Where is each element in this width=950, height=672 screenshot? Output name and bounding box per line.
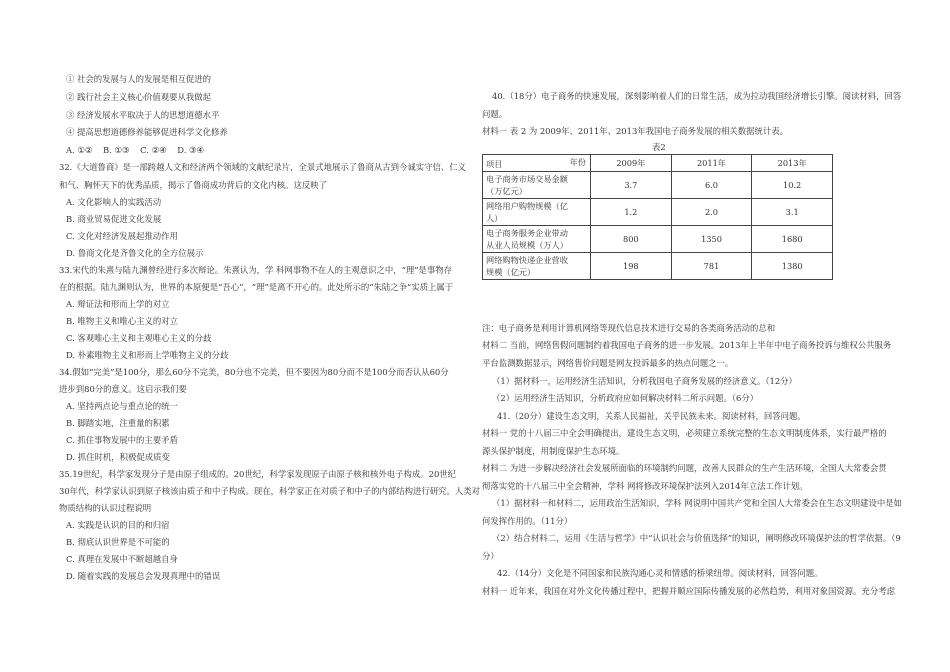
q35-option-c: C. 真理在发展中不断超越自身 xyxy=(66,554,178,564)
table-corner-cell xyxy=(483,155,591,172)
table-header-row xyxy=(483,155,833,172)
q32-stem-2: 和气、胸怀天下的优秀品质，揭示了鲁商成功背后的文化内核。这反映了 xyxy=(59,180,327,190)
q35-option-b: B. 彻底认识世界是不可能的 xyxy=(66,537,170,547)
row-label: 电子商务市场交易金额 （万亿元） xyxy=(483,172,591,199)
cell-value: 198 xyxy=(591,253,672,280)
q41-sub-2-line-1: （2）结合材料二，运用《生活与哲学》中“认识社会与价值选择”的知识，阐明修改环境保护法的哲学依据。（9 xyxy=(492,533,901,543)
table-row xyxy=(483,253,833,280)
cell-value: 1680 xyxy=(752,226,833,253)
q35-stem-1: 35.19世纪，科学家发现分子是由原子组成的。20世纪，科学家发现原子由原子核和核外电子构成。20世纪 xyxy=(59,469,457,479)
q41-sub-2-line-2: 分） xyxy=(482,551,499,561)
q34-option-d: D. 抓住时机，积极促成质变 xyxy=(66,452,170,462)
q34-option-b: B. 脚踏实地，注重量的积累 xyxy=(66,418,170,428)
option-line-2: ② 践行社会主义核心价值观要从我做起 xyxy=(66,92,212,102)
ecommerce-stats-table xyxy=(482,154,833,280)
q32-stem-1: 32.《大道鲁商》是一部跨越人文和经济两个领域的文献纪录片，全景式地展示了鲁商从古到今诚实守信、仁义 xyxy=(59,162,466,172)
q33-stem-1: 33.宋代的朱熹与陆九渊曾经进行多次辩论。朱熹认为，学 科网事物不在人的主观意识之中，“理”是事物存 xyxy=(59,265,453,275)
cell-value: 2.0 xyxy=(671,199,752,226)
q32-option-d: D. 鲁商文化是齐鲁文化的全方位展示 xyxy=(66,248,204,258)
q33-option-a: A. 辩证法和形而上学的对立 xyxy=(66,299,170,309)
q40-sub-1: （1）据材料一，运用经济生活知识，分析我国电子商务发展的经济意义。（12分） xyxy=(492,376,797,386)
material-2-line-2: 平台监测数据显示，网络售价问题是网友投诉最多的热点问题之一。 xyxy=(482,358,734,368)
row-label: 网络用户购物规模（亿 人） xyxy=(483,199,591,226)
option-line-4: ④ 提高思想道德修养能够促进科学文化修养 xyxy=(66,127,228,137)
table-caption: 表2 xyxy=(652,142,666,152)
cell-value: 781 xyxy=(671,253,752,280)
cell-value: 3.7 xyxy=(591,172,672,199)
q33-stem-2: 在的根据。陆九渊则认为，世界的本原便是“吾心”，“理”是离不开心的。此处所示的“朱陆之争”实质上属于 xyxy=(59,282,454,292)
q35-option-a: A. 实践是认识的目的和归宿 xyxy=(66,520,170,530)
q35-option-d: D. 随着实践的发展总会发现真理中的错误 xyxy=(66,571,221,581)
q41-stem: 41.（20分）建设生态文明，关系人民福祉，关乎民族未来。阅读材料，回答问题。 xyxy=(497,411,806,421)
q34-stem-1: 34.假如“完美”是100分，那么60分不完美，80分也不完美，但不要因为80分而不是100分而否认从60分 xyxy=(59,367,449,377)
q32-option-a: A. 文化影响人的实践活动 xyxy=(66,197,162,207)
q42-material-1: 材料一 近年来，我国在对外文化传播过程中，把握并顺应国际传播发展的必然趋势，利用对象国资源。充分考虑 xyxy=(482,586,896,596)
row-label: 网络购物快递企业营收 规模（亿元） xyxy=(483,253,591,280)
q35-stem-2: 30年代，科学家认识到原子核该由质子和中子构成。现在，科学家正在对质子和中子的内部结构进行研究。人类对 xyxy=(59,486,481,496)
header-year-2011: 2011年 xyxy=(671,155,752,172)
q41-material-1-line-2: 源头保护制度，用制度保护生态环境。 xyxy=(482,446,625,456)
table-row xyxy=(483,226,833,253)
q34-option-a: A. 坚持两点论与重点论的统一 xyxy=(66,401,178,411)
q35-stem-3: 物质结构的认识过程说明 xyxy=(59,503,152,513)
table-row xyxy=(483,199,833,226)
q40-stem-2: 问题。 xyxy=(482,109,508,119)
q32-option-c: C. 文化对经济发展起推动作用 xyxy=(66,231,178,241)
option-line-3: ③ 经济发展水平取决于人的思想道德水平 xyxy=(66,110,220,120)
q33-option-c: C. 客观唯心主义和主观唯心主义的分歧 xyxy=(66,333,212,343)
header-year-label: 年份 xyxy=(569,157,586,167)
q40-stem-1: 40.（18分）电子商务的快速发展，深刻影响着人们的日常生活，成为拉动我国经济增长引擎。阅读材料，回答 xyxy=(492,91,902,101)
cell-value: 1380 xyxy=(752,253,833,280)
table-row xyxy=(483,172,833,199)
header-item-label: 项目 xyxy=(486,159,503,169)
cell-value: 800 xyxy=(591,226,672,253)
q41-sub-1-line-2: 何发挥作用的。（11分） xyxy=(482,516,573,526)
row-label: 电子商务服务企业带动 从业人员规模（万人） xyxy=(483,226,591,253)
cell-value: 1.2 xyxy=(591,199,672,226)
material-1-intro: 材料一 表 2 为 2009年、2011年、2013年我国电子商务发展的相关数据统计表。 xyxy=(482,126,789,136)
q41-material-2-line-2: 彻落实党的十八届三中全会精神，学科 网将修改环境保护法列入2014年立法工作计划。 xyxy=(482,481,808,491)
cell-value: 1350 xyxy=(671,226,752,253)
cell-value: 3.1 xyxy=(752,199,833,226)
q34-stem-2: 进步到80分的意义。这启示我们要 xyxy=(59,384,187,394)
header-year-2009: 2009年 xyxy=(591,155,672,172)
q41-sub-1-line-1: （1）据材料一和材料二，运用政治生活知识，学科 网说明中国共产党和全国人大常委会在生态文明建设中是如 xyxy=(492,498,902,508)
cell-value: 10.2 xyxy=(752,172,833,199)
q33-option-d: D. 朴素唯物主义和形而上学唯物主义的分歧 xyxy=(66,350,229,360)
q33-option-b: B. 唯物主义和唯心主义的对立 xyxy=(66,316,178,326)
q41-material-2-line-1: 材料二 为进一步解决经济社会发展所面临的环境制约问题，改善人民群众的生产生活环境，全国人大常委会贯 xyxy=(482,463,887,473)
option-answers: A. ①② B. ①③ C. ②④ D. ③④ xyxy=(66,145,205,155)
q32-option-b: B. 商业贸易促进文化发展 xyxy=(66,214,162,224)
cell-value: 6.0 xyxy=(671,172,752,199)
q40-sub-2: （2）运用经济生活知识，分析政府应如何解决材料二所示问题。（6分） xyxy=(492,393,759,403)
q42-stem: 42.（14分）文化是不同国家和民族沟通心灵和情感的桥梁纽带。阅读材料，回答问题。 xyxy=(497,568,823,578)
q34-option-c: C. 抓住事物发展中的主要矛盾 xyxy=(66,435,178,445)
header-year-2013: 2013年 xyxy=(752,155,833,172)
option-line-1: ① 社会的发展与人的发展是相互促进的 xyxy=(66,74,212,84)
q41-material-1-line-1: 材料一 党的十八届三中全会明确提出，建设生态文明，必须建立系统完整的生态文明制度体系，实行最严格的 xyxy=(482,428,887,438)
table-note: 注：电子商务是利用计算机网络等现代信息技术进行交易的各类商务活动的总和 xyxy=(482,323,776,333)
material-2-line-1: 材料二 当前，网络售假问题制约着我国电子商务的进一步发展。2013年上半年中电子商务投诉与维权公共服务 xyxy=(482,340,892,350)
